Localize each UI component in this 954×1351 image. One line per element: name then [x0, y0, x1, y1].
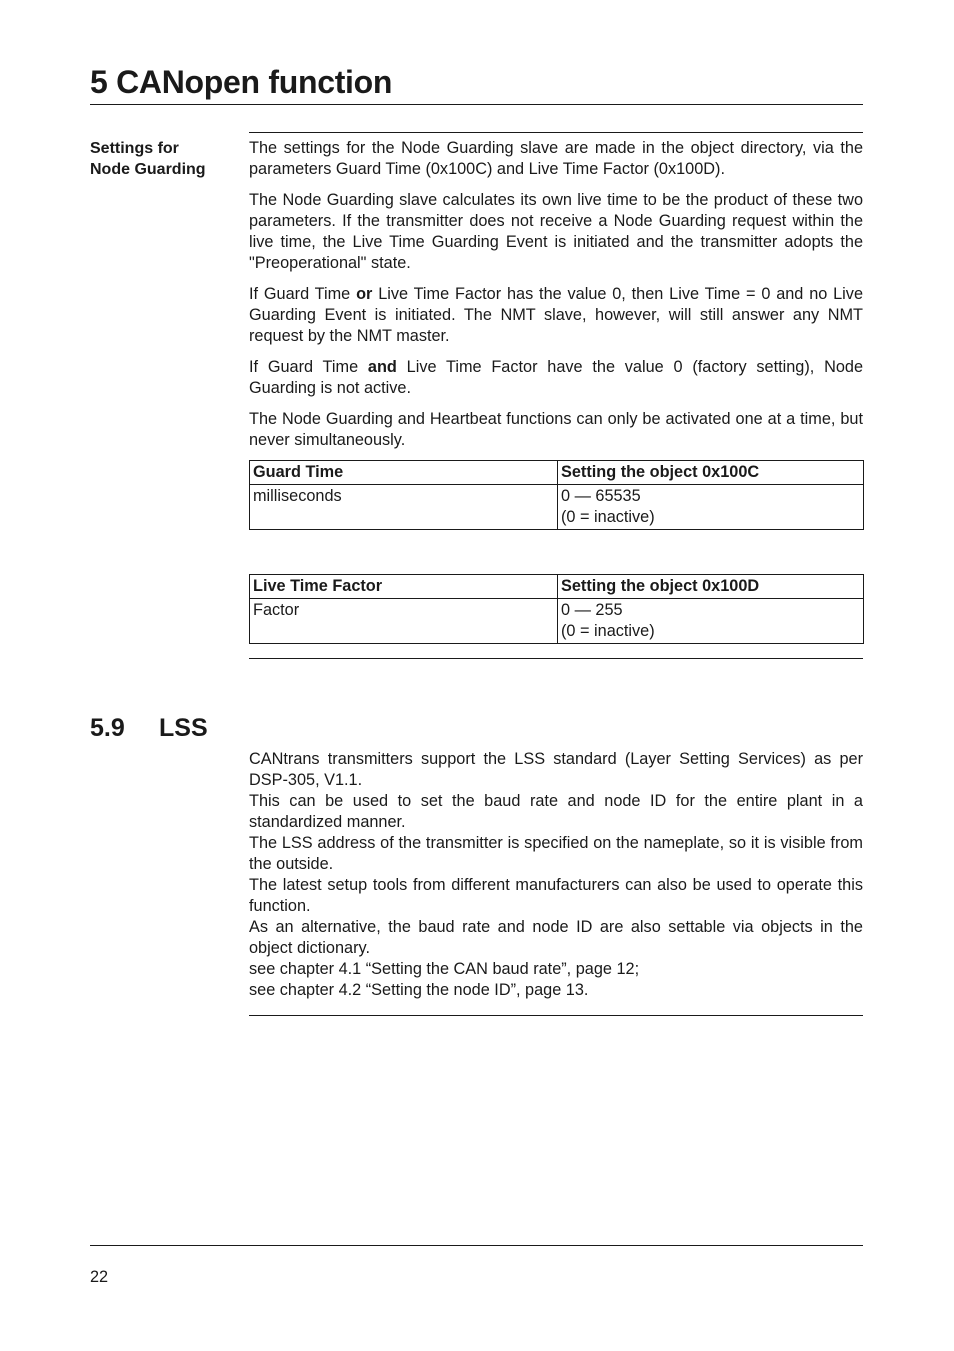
node-guarding-paragraph-1: The settings for the Node Guarding slave are made in the object directory, via the parameters Guard Time (0x100C) and Live Time Factor (0x100D).: [249, 139, 863, 178]
lss-paragraph-5: As an alternative, the baud rate and node ID are also settable via objects in the object dictionary.: [249, 918, 863, 957]
p3-bold-or: or: [356, 285, 373, 303]
guard-time-range-cell: [558, 485, 864, 530]
table-row: [250, 599, 864, 644]
node-guarding-paragraph-3: [249, 284, 863, 347]
guard-time-inactive-note: (0 = inactive): [561, 508, 655, 526]
p4-bold-and: and: [367, 358, 397, 376]
live-time-factor-table: [249, 574, 864, 644]
live-time-factor-setting-header: Setting the object 0x100D: [558, 575, 864, 599]
p3-text-b: Live Time Factor has the value 0, then Live Time = 0 and no Live Guarding Event is initiated. The NMT slave, however, will still answer any NMT request by the NMT master.: [249, 285, 863, 345]
lss-paragraph-4: The latest setup tools from different manufacturers can also be used to operate this function.: [249, 876, 863, 915]
side-label-line1: Settings for: [90, 140, 179, 157]
side-label-line2: Node Guarding: [90, 161, 206, 178]
section-bottom-rule: [249, 658, 863, 659]
lss-reference-2: see chapter 4.2 “Setting the node ID”, page 13.: [249, 981, 589, 999]
footer-rule: [90, 1245, 863, 1246]
node-guarding-paragraph-2: The Node Guarding slave calculates its own live time to be the product of these two parameters. If the transmitter does not receive a Node Guarding request within the live time, the Live Time Guarding Event is initiated and the transmitter adopts the "Preoperational" state.: [249, 191, 863, 272]
guard-time-unit-cell: milliseconds: [250, 485, 558, 530]
guard-time-range: 0 — 65535: [561, 487, 641, 505]
lss-paragraph-1: CANtrans transmitters support the LSS standard (Layer Setting Services) as per DSP-305, V1.1.: [249, 750, 863, 789]
table-row: [250, 485, 864, 530]
guard-time-table: [249, 460, 864, 530]
live-time-factor-unit-cell: Factor: [250, 599, 558, 644]
node-guarding-paragraph-5: The Node Guarding and Heartbeat functions can only be activated one at a time, but never simultaneously.: [249, 410, 863, 449]
side-label-node-guarding: [90, 138, 240, 180]
section-title: LSS: [159, 714, 208, 742]
page-number: 22: [90, 1268, 109, 1286]
section-top-rule: [249, 132, 863, 133]
node-guarding-paragraph-4: [249, 357, 863, 399]
table-header-row: [250, 575, 864, 599]
chapter-title-rule: [90, 104, 863, 105]
live-time-factor-range: 0 — 255: [561, 601, 623, 619]
live-time-factor-inactive-note: (0 = inactive): [561, 622, 655, 640]
chapter-title: 5 CANopen function: [90, 64, 393, 100]
table-header-row: [250, 461, 864, 485]
lss-reference-1: see chapter 4.1 “Setting the CAN baud rate”, page 12;: [249, 960, 640, 978]
guard-time-header: Guard Time: [250, 461, 558, 485]
p3-text-a: If Guard Time: [249, 285, 357, 303]
live-time-factor-range-cell: [558, 599, 864, 644]
node-guarding-body: [249, 138, 863, 461]
lss-bottom-rule: [249, 1015, 863, 1016]
p4-text-a: If Guard Time: [249, 358, 368, 376]
guard-time-setting-header: Setting the object 0x100C: [558, 461, 864, 485]
lss-paragraph-2: This can be used to set the baud rate and node ID for the entire plant in a standardized manner.: [249, 792, 863, 831]
live-time-factor-header: Live Time Factor: [250, 575, 558, 599]
lss-body: [249, 749, 863, 1001]
lss-paragraph-3: The LSS address of the transmitter is specified on the nameplate, so it is visible from the outside.: [249, 834, 863, 873]
section-number: 5.9: [90, 714, 125, 742]
p4-text-b: Live Time Factor have the value 0 (factory setting), Node Guarding is not active.: [249, 358, 863, 397]
